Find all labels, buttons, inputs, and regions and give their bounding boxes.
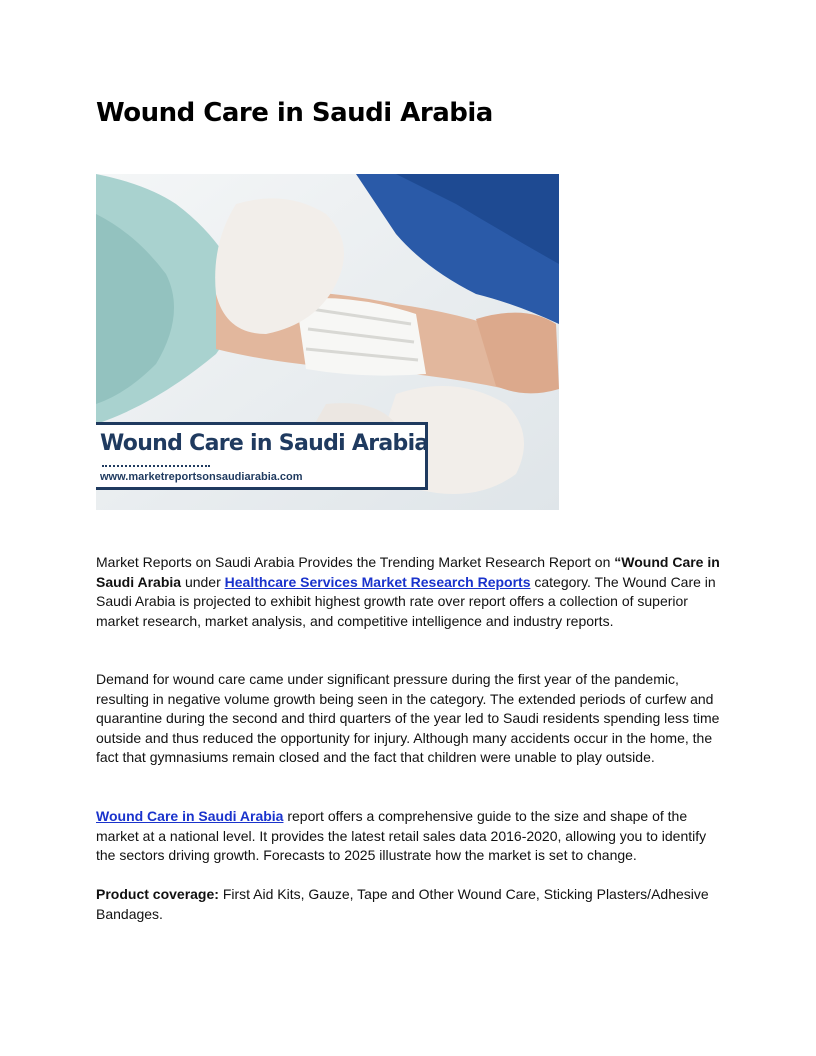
intro-under: under (181, 573, 225, 590)
intro-rest: category. The Wound Care in Saudi Arabia is projected to exhibit highest growth rate over report offers a collection of superior market research, market analysis, and competitive intelligence and industry reports. (96, 573, 716, 629)
healthcare-services-link[interactable]: Healthcare Services Market Research Reports (224, 573, 531, 590)
intro-paragraph (96, 553, 726, 631)
quote-mark: “ (614, 554, 622, 570)
hero-label-box (96, 422, 428, 490)
intro-lead: Market Reports on Saudi Arabia Provides the Trending Market Research Report on (96, 554, 615, 570)
report-name: Wound Care in Saudi Arabia (96, 554, 720, 590)
product-coverage-text: First Aid Kits, Gauze, Tape and Other Wound Care, Sticking Plasters/Adhesive Bandages. (96, 886, 709, 922)
hero-image (96, 174, 559, 510)
demand-paragraph: Demand for wound care came under significant pressure during the first year of the pandemic, resulting in negative volume growth being seen in the category. The extended periods of curfew and quarantine during the second and third quarters of the year led to Saudi residents spending less time outside and thus reduced the opportunity for injury. Although many accidents occur in the home, the fact that gymnasiums remain closed and the fact that children were unable to play outside. (96, 671, 720, 766)
product-coverage-paragraph (96, 885, 726, 924)
hero-label-title: Wound Care in Saudi Arabia (100, 431, 429, 456)
product-coverage-label: Product coverage: (96, 886, 219, 902)
report-paragraph (96, 807, 726, 866)
page-title: Wound Care in Saudi Arabia (96, 98, 493, 128)
wound-care-report-link[interactable]: Wound Care in Saudi Arabia (96, 808, 284, 824)
report-rest: report offers a comprehensive guide to the size and shape of the market at a national level. It provides the latest retail sales data 2016-2020, allowing you to identify the sectors driving growth. Forecasts to 2025 illustrate how the market is set to change. (96, 808, 707, 864)
hero-label-divider (102, 465, 210, 467)
hero-label-url: www.marketreportsonsaudiarabia.com (100, 471, 303, 483)
